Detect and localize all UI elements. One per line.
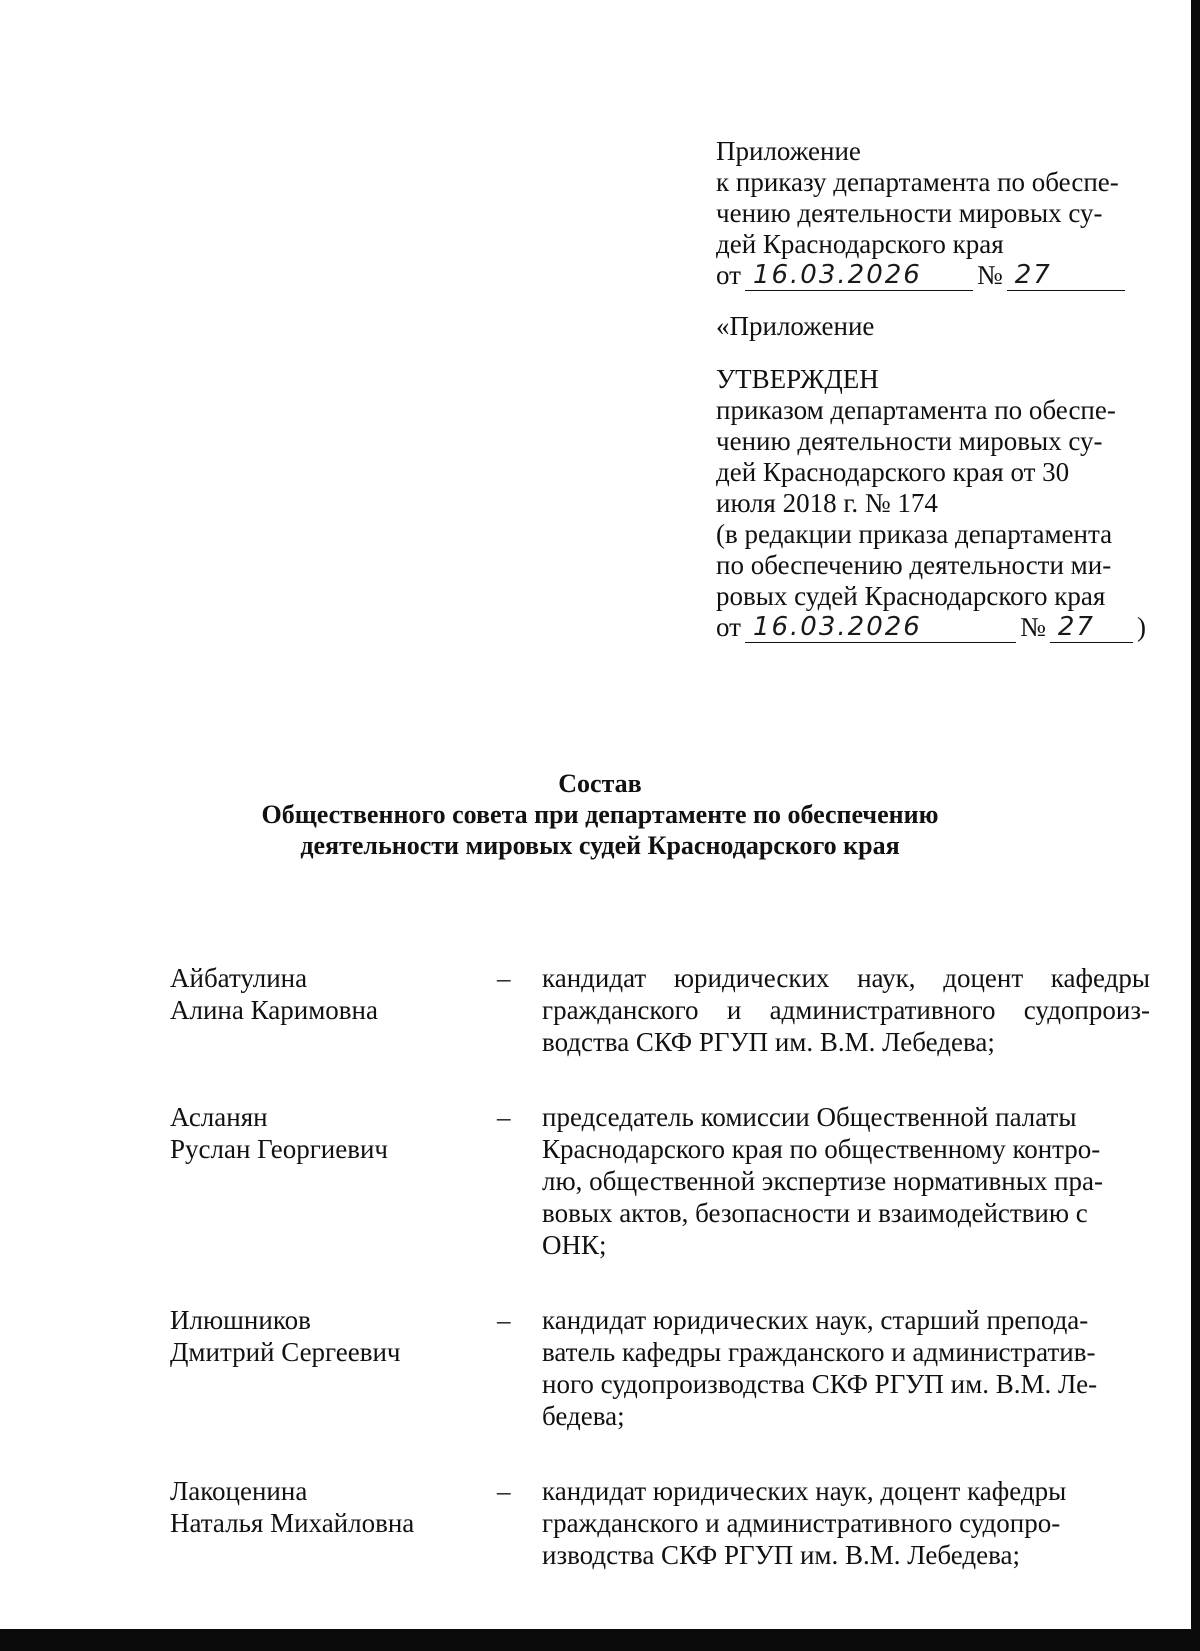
title-line: деятельности мировых судей Краснодарского края [300,831,900,860]
member-description [542,1304,1150,1432]
description-line: кандидат юридических наук, старший препода- [542,1305,1089,1335]
handwritten-order-number: 27 [1007,262,1125,291]
member-name [170,1101,470,1165]
description-line: водства СКФ РГУП им. В.М. Лебедева; [542,1027,995,1057]
member-entry [170,962,1150,1058]
description-line: вовых актов, безопасности и взаимодействию с [542,1198,1088,1228]
approved-line: (в редакции приказа департамента [716,519,1113,549]
member-dash: – [497,963,511,993]
member-dash: – [497,1476,511,1506]
member-description [542,962,1150,1058]
member-surname: Айбатулина [170,963,308,993]
description-line: Краснодарского края по общественному контро- [542,1134,1101,1164]
member-given-names: Алина Каримовна [170,995,378,1025]
description-line: ватель кафедры гражданского и административ- [542,1337,1096,1367]
member-given-names: Руслан Георгиевич [170,1134,388,1164]
description-line: гражданского и административного судопро- [542,1508,1061,1538]
handwritten-edition-number: 27 [1050,614,1133,643]
member-name [170,1304,470,1368]
edition-closing-paren: ) [1137,612,1146,642]
member-description [542,1475,1150,1571]
description-line: ного судопроизводства СКФ РГУП им. В.М. Ле- [542,1369,1098,1399]
scan-edge-bottom [0,1629,1200,1651]
appendix-line: чению деятельности мировых су- [716,198,1103,228]
member-dash: – [497,1102,511,1132]
member-entry [170,1101,1150,1261]
member-surname: Асланян [170,1102,268,1132]
approved-line: ровых судей Краснодарского края [716,581,1106,611]
handwritten-order-date: 16.03.2026 [745,262,973,291]
appendix-line: к приказу департамента по обеспе- [716,167,1119,197]
description-line: ОНК; [542,1230,607,1260]
description-line: председатель комиссии Общественной палаты [542,1102,1077,1132]
approved-line: приказом департамента по обеспе- [716,395,1116,425]
description-line: кандидат юридических наук, доцент кафедры [542,963,1150,993]
approved-line: дей Краснодарского края от 30 [716,457,1070,487]
appendix-header [716,136,1146,643]
edition-reference [716,612,1146,643]
member-entry [170,1304,1150,1432]
member-dash: – [497,1305,511,1335]
member-entry [170,1475,1150,1571]
member-name [170,962,470,1026]
member-given-names: Наталья Михайловна [170,1508,415,1538]
member-given-names: Дмитрий Сергеевич [170,1337,401,1367]
member-name [170,1475,470,1539]
member-surname: Лакоценина [170,1476,308,1506]
description-line: кандидат юридических наук, доцент кафедры [542,1476,1067,1506]
order-reference [716,260,1146,291]
scan-edge-right [1191,0,1200,1651]
member-description [542,1101,1150,1261]
description-line: изводства СКФ РГУП им. В.М. Лебедева; [542,1540,1020,1570]
title-line: Состав [558,769,642,798]
description-line: бедева; [542,1401,625,1431]
council-members-list [170,962,1150,1571]
appendix-title: Приложение [716,136,861,166]
edition-from-label: от [716,612,741,642]
member-surname: Илюшников [170,1305,311,1335]
document-title [0,768,1200,861]
quoted-appendix-title: «Приложение [716,311,875,341]
approved-label: УТВЕРЖДЕН [716,364,879,394]
handwritten-edition-date: 16.03.2026 [745,614,1016,643]
description-line: лю, общественной экспертизе нормативных пра- [542,1166,1104,1196]
appendix-line: дей Краснодарского края [716,229,1004,259]
order-number-label: № [976,260,1003,290]
description-line: гражданского и административного судопроиз- [542,995,1150,1025]
approved-line: чению деятельности мировых су- [716,426,1103,456]
approved-line: июля 2018 г. № 174 [716,488,938,518]
order-from-label: от [716,260,741,290]
approved-line: по обеспечению деятельности ми- [716,550,1112,580]
title-line: Общественного совета при департаменте по обеспечению [261,800,939,829]
edition-number-label: № [1020,612,1046,642]
